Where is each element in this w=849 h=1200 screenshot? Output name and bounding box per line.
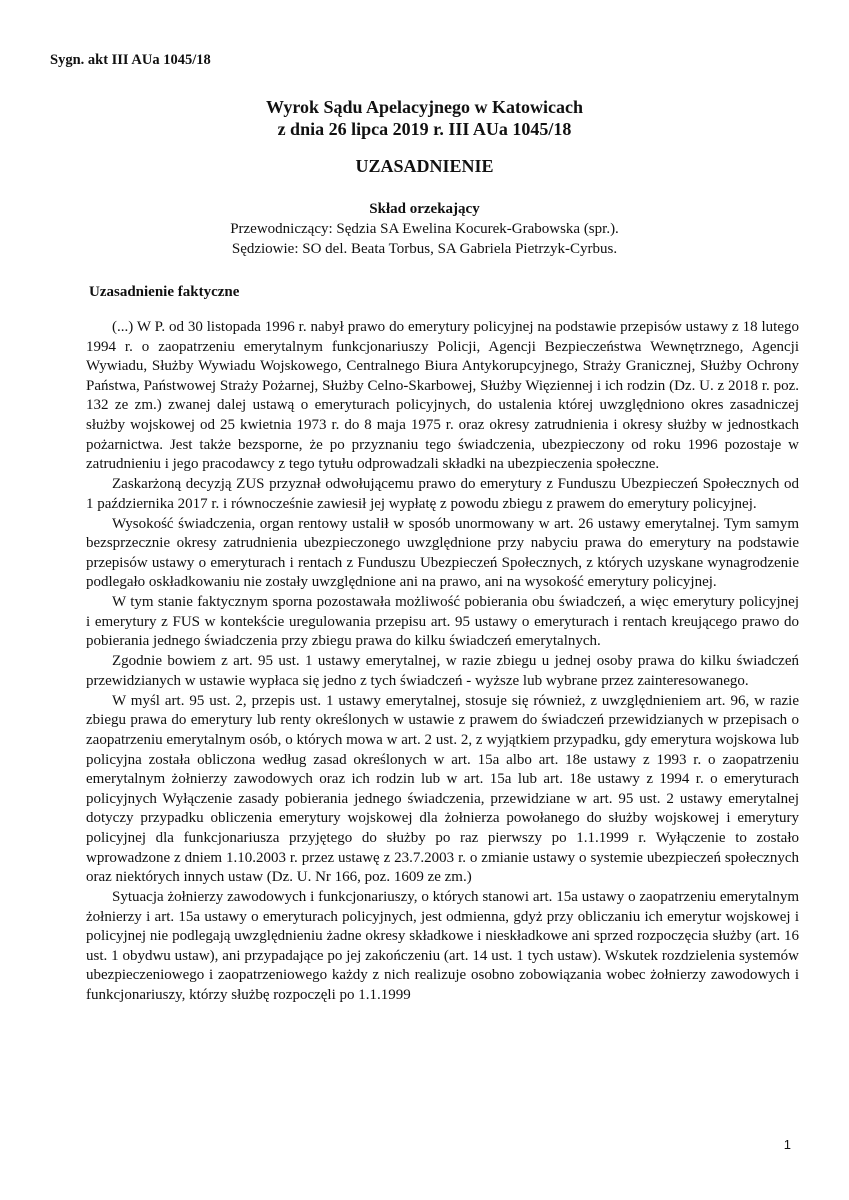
page-number: 1 <box>783 1137 791 1152</box>
body-text <box>86 318 799 1006</box>
paragraph: W tym stanie faktycznym sporna pozostawała możliwość pobierania obu świadczeń, a więc emerytury policyjnej i emerytury z FUS w kontekście uregulowania przepisu art. 95 ustawy o emeryturach i rentach kreującego prawo do pobierania jednego świadczenia przy zbiegu prawa do kilku świadczeń emerytalnych. <box>86 594 799 650</box>
paragraph: Sytuacja żołnierzy zawodowych i funkcjonariuszy, o których stanowi art. 15a ustawy o zaopatrzeniu emerytalnym żołnierzy i art. 15a ustawy o emeryturach policyjnych, jest odmienna, gdyż przy obliczaniu ich emerytur wojskowej i policyjnej nie podlegają uwzględnieniu żadne okresy składkowe i nieskładkowe ani sprzed rozpoczęcia służby (art. 16 ust. 1 obydwu ustaw), ani przypadające po jej zakończeniu (art. 14 ust. 1 tych ustaw). Wskutek rozdzielenia systemów ubezpieczeniowego i zaopatrzeniowego każdy z nich realizuje osobno zobowiązania wobec żołnierzy zawodowych i funkcjonariuszy, którzy służbę rozpoczęli po 1.1.1999 <box>86 889 799 1003</box>
paragraph: Zgodnie bowiem z art. 95 ust. 1 ustawy emerytalnej, w razie zbiegu u jednej osoby prawa do kilku świadczeń przewidzianych w ustawie wypłaca się jedno z tych świadczeń - wyższe lub wybrane przez zainteresowanego. <box>86 653 799 689</box>
court-panel <box>0 199 849 259</box>
court-panel-heading: Skład orzekający <box>369 201 480 217</box>
section-heading: Uzasadnienie faktyczne <box>89 284 240 300</box>
paragraph: W myśl art. 95 ust. 2, przepis ust. 1 ustawy emerytalnej, stosuje się również, z uwzględnieniem art. 96, w razie zbiegu prawa do emerytury lub renty określonych w ustawie z prawem do świadczeń przewidzianych w przepisach o zaopatrzeniu emerytalnym osób, o których mowa w art. 2 ust. 2, z wyjątkiem przypadku, gdy emerytura wojskowa lub policyjna została obliczona według zasad określonych w art. 15a albo art. 18e ustawy z 1993 r. o zaopatrzeniu emerytalnym żołnierzy zawodowych oraz ich rodzin lub w art. 15a lub art. 18e ustawy z 1994 r. o emeryturach policyjnych Wyłączenie zasady pobierania jednego świadczenia, przewidziane w art. 95 ust. 2 ustawy emerytalnej dotyczy przypadku obliczenia emerytury wojskowej dla żołnierza powołanego do służby wojskowej i emerytury policyjnej dla funkcjonariusza przyjętego do służby po raz pierwszy po 1.1.1999 r. Wyłączenie to zostało wprowadzone z dniem 1.10.2003 r. przez ustawę z 23.7.2003 r. o zmianie ustawy o systemie ubezpieczeń społecznych oraz niektórych innych ustaw (Dz. U. Nr 166, poz. 1609 ze zm.) <box>86 692 799 886</box>
paragraph: Wysokość świadczenia, organ rentowy ustalił w sposób unormowany w art. 26 ustawy emerytalnej. Tym samym bezsprzecznie okresy zatrudnienia ubezpieczonego uwzględnione przy nabyciu prawa do emerytury na podstawie przepisów ustawy o emeryturach i rentach z Funduszu Ubezpieczeń Społecznych, z których uzyskane wynagrodzenie podlegało oskładkowaniu nie zostały uwzględnione ani na prawo, ani na wysokość emerytury policyjnej. <box>86 515 799 591</box>
court-panel-judges: Sędziowie: SO del. Beata Torbus, SA Gabriela Pietrzyk-Cyrbus. <box>231 241 618 257</box>
paragraph: (...) W P. od 30 listopada 1996 r. nabył prawo do emerytury policyjnej na podstawie przepisów ustawy z 18 lutego 1994 r. o zaopatrzeniu emerytalnym funkcjonariuszy Policji, Agencji Bezpieczeństwa Wewnętrznego, Agencji Wywiadu, Służby Wywiadu Wojskowego, Centralnego Biura Antykorupcyjnego, Straży Granicznej, Służby Ochrony Państwa, Państwowej Straży Pożarnej, Służby Celno-Skarbowej, Służby Więziennej i ich rodzin (Dz. U. z 2018 r. poz. 132 ze zm.) zwanej dalej ustawą o emeryturach policyjnych, do ustalenia której uwzględniono okres zasadniczej służby wojskowej od 25 kwietnia 1973 r. do 8 maja 1975 r. oraz okresy zatrudnienia i okresy służby w jednostkach pożarnictwa. Jest także bezsporne, że po przyznaniu tego świadczenia, ubezpieczony od roku 1996 pozostaje w zatrudnieniu i jego pracodawcy z tego tytułu odprowadzali składki na ubezpieczenia społeczne. <box>86 319 799 473</box>
document-heading: UZASADNIENIE <box>355 156 494 176</box>
judgment-title <box>0 96 849 140</box>
judgment-title-line-2: z dnia 26 lipca 2019 r. III AUa 1045/18 <box>277 119 572 139</box>
case-signature: Sygn. akt III AUa 1045/18 <box>50 52 211 68</box>
judgment-title-line-1: Wyrok Sądu Apelacyjnego w Katowicach <box>265 97 583 117</box>
paragraph: Zaskarżoną decyzją ZUS przyznał odwołującemu prawo do emerytury z Funduszu Ubezpieczeń Społecznych od 1 października 2017 r. i równocześnie zawiesił jej wypłatę z powodu zbiegu z prawem do emerytury policyjnej. <box>86 476 799 512</box>
court-panel-chair: Przewodniczący: Sędzia SA Ewelina Kocurek-Grabowska (spr.). <box>230 221 619 237</box>
